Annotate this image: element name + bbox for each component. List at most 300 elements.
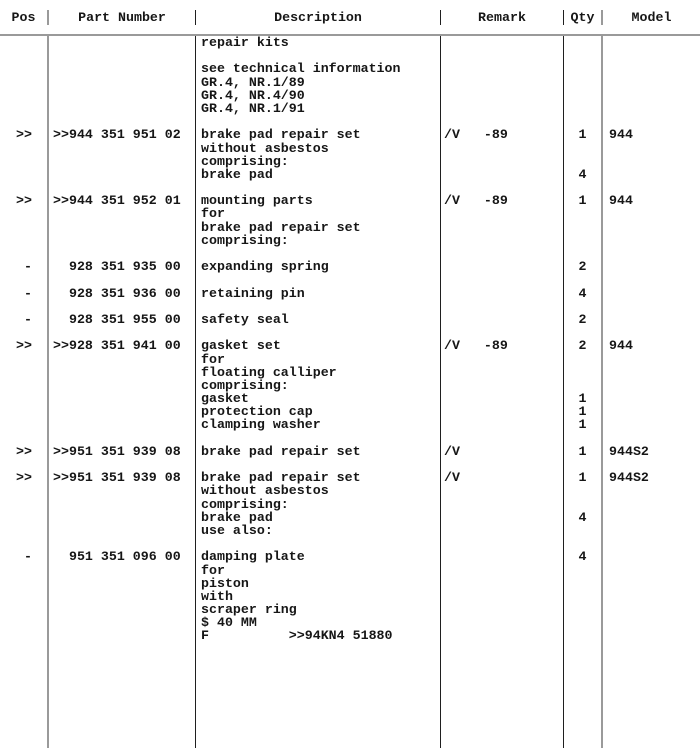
cell-description: comprising: bbox=[195, 379, 440, 392]
table-row bbox=[0, 221, 700, 234]
table-row bbox=[0, 326, 700, 339]
table-row bbox=[0, 36, 700, 49]
table-row bbox=[0, 603, 700, 616]
cell-pos: - bbox=[24, 286, 32, 300]
cell-remark bbox=[440, 89, 563, 102]
cell-description: gasket set bbox=[195, 339, 440, 352]
cell-model bbox=[601, 287, 700, 300]
cell-pos bbox=[0, 247, 47, 260]
cell-description: brake pad repair set bbox=[195, 128, 440, 141]
cell-description bbox=[195, 49, 440, 62]
filler-cell-part-number bbox=[47, 643, 195, 748]
table-row bbox=[0, 484, 700, 497]
table-row bbox=[0, 458, 700, 471]
table-row bbox=[0, 366, 700, 379]
cell-model bbox=[601, 168, 700, 181]
cell-qty bbox=[563, 102, 601, 115]
cell-model bbox=[601, 260, 700, 273]
table-row bbox=[0, 577, 700, 590]
table-row bbox=[0, 62, 700, 75]
table-row bbox=[0, 629, 700, 642]
cell-part-number bbox=[47, 273, 195, 286]
cell-part-number bbox=[47, 590, 195, 603]
cell-pos bbox=[0, 326, 47, 339]
cell-qty: 2 bbox=[563, 260, 601, 273]
cell-part-number bbox=[47, 49, 195, 62]
cell-description: comprising: bbox=[195, 155, 440, 168]
cell-qty bbox=[563, 207, 601, 220]
cell-model: 944 bbox=[601, 339, 700, 352]
cell-description: retaining pin bbox=[195, 287, 440, 300]
cell-remark bbox=[440, 260, 563, 273]
table-row bbox=[0, 168, 700, 181]
table-row bbox=[0, 524, 700, 537]
cell-pos bbox=[0, 564, 47, 577]
cell-remark: /V -89 bbox=[440, 128, 563, 141]
cell-remark: /V -89 bbox=[440, 194, 563, 207]
cell-description bbox=[195, 300, 440, 313]
table-row bbox=[0, 471, 700, 484]
cell-model bbox=[601, 379, 700, 392]
cell-description: for bbox=[195, 207, 440, 220]
cell-remark bbox=[440, 221, 563, 234]
cell-remark bbox=[440, 287, 563, 300]
cell-model bbox=[601, 458, 700, 471]
cell-qty bbox=[563, 62, 601, 75]
cell-model bbox=[601, 524, 700, 537]
cell-model bbox=[601, 498, 700, 511]
table-row bbox=[0, 102, 700, 115]
cell-qty: 4 bbox=[563, 168, 601, 181]
cell-part-number: >>951 351 939 08 bbox=[47, 471, 195, 484]
cell-qty: 1 bbox=[563, 128, 601, 141]
table-header-row bbox=[0, 0, 700, 34]
table-row bbox=[0, 550, 700, 563]
cell-qty bbox=[563, 366, 601, 379]
cell-part-number bbox=[47, 537, 195, 550]
cell-part-number bbox=[47, 300, 195, 313]
cell-model bbox=[601, 366, 700, 379]
cell-pos bbox=[0, 155, 47, 168]
cell-model bbox=[601, 590, 700, 603]
table-row bbox=[0, 537, 700, 550]
cell-part-number bbox=[47, 76, 195, 89]
cell-remark bbox=[440, 577, 563, 590]
cell-remark bbox=[440, 498, 563, 511]
cell-qty bbox=[563, 524, 601, 537]
cell-description bbox=[195, 273, 440, 286]
cell-model bbox=[601, 603, 700, 616]
cell-pos bbox=[0, 300, 47, 313]
cell-qty bbox=[563, 181, 601, 194]
cell-qty: 1 bbox=[563, 392, 601, 405]
cell-part-number bbox=[47, 603, 195, 616]
cell-remark bbox=[440, 142, 563, 155]
cell-part-number bbox=[47, 379, 195, 392]
cell-qty bbox=[563, 498, 601, 511]
cell-description: comprising: bbox=[195, 234, 440, 247]
cell-pos bbox=[0, 89, 47, 102]
table-row bbox=[0, 418, 700, 431]
cell-description: mounting parts bbox=[195, 194, 440, 207]
cell-qty bbox=[563, 432, 601, 445]
cell-pos: >> bbox=[16, 339, 32, 353]
cell-description: GR.4, NR.4/90 bbox=[195, 89, 440, 102]
cell-pos bbox=[0, 168, 47, 181]
cell-description: with bbox=[195, 590, 440, 603]
cell-qty bbox=[563, 379, 601, 392]
cell-description: GR.4, NR.1/89 bbox=[195, 76, 440, 89]
cell-description: without asbestos bbox=[195, 484, 440, 497]
cell-remark bbox=[440, 102, 563, 115]
cell-part-number bbox=[47, 405, 195, 418]
cell-model bbox=[601, 142, 700, 155]
cell-remark bbox=[440, 629, 563, 642]
cell-description: safety seal bbox=[195, 313, 440, 326]
cell-part-number bbox=[47, 168, 195, 181]
cell-qty: 2 bbox=[563, 339, 601, 352]
cell-remark bbox=[440, 247, 563, 260]
table-row bbox=[0, 616, 700, 629]
cell-qty bbox=[563, 234, 601, 247]
cell-remark bbox=[440, 603, 563, 616]
cell-model bbox=[601, 49, 700, 62]
cell-description: brake pad repair set bbox=[195, 221, 440, 234]
cell-pos bbox=[0, 405, 47, 418]
cell-part-number bbox=[47, 247, 195, 260]
cell-model bbox=[601, 432, 700, 445]
cell-part-number bbox=[47, 155, 195, 168]
cell-remark bbox=[440, 432, 563, 445]
table-row bbox=[0, 273, 700, 286]
cell-part-number bbox=[47, 62, 195, 75]
cell-part-number bbox=[47, 432, 195, 445]
cell-pos bbox=[0, 590, 47, 603]
cell-remark bbox=[440, 511, 563, 524]
cell-part-number bbox=[47, 564, 195, 577]
cell-model bbox=[601, 36, 700, 49]
cell-pos bbox=[0, 432, 47, 445]
cell-description: brake pad repair set bbox=[195, 445, 440, 458]
cell-description: scraper ring bbox=[195, 603, 440, 616]
table-row bbox=[0, 432, 700, 445]
table-row bbox=[0, 128, 700, 141]
cell-remark bbox=[440, 484, 563, 497]
cell-remark bbox=[440, 550, 563, 563]
cell-qty bbox=[563, 353, 601, 366]
cell-remark bbox=[440, 353, 563, 366]
filler-cell-qty bbox=[563, 643, 601, 748]
column-header-pos: Pos bbox=[11, 9, 36, 25]
cell-remark bbox=[440, 616, 563, 629]
cell-qty: 4 bbox=[563, 287, 601, 300]
cell-description: comprising: bbox=[195, 498, 440, 511]
cell-model bbox=[601, 313, 700, 326]
cell-remark bbox=[440, 590, 563, 603]
cell-qty bbox=[563, 115, 601, 128]
cell-pos bbox=[0, 392, 47, 405]
cell-model bbox=[601, 102, 700, 115]
cell-qty: 2 bbox=[563, 313, 601, 326]
cell-model bbox=[601, 511, 700, 524]
cell-model: 944 bbox=[601, 128, 700, 141]
cell-description: clamping washer bbox=[195, 418, 440, 431]
cell-remark bbox=[440, 418, 563, 431]
cell-pos bbox=[0, 36, 47, 49]
cell-pos bbox=[0, 498, 47, 511]
table-row bbox=[0, 339, 700, 352]
cell-remark bbox=[440, 49, 563, 62]
column-header-qty: Qty bbox=[563, 10, 601, 25]
cell-qty bbox=[563, 326, 601, 339]
cell-pos bbox=[0, 524, 47, 537]
cell-remark bbox=[440, 76, 563, 89]
cell-description: brake pad repair set bbox=[195, 471, 440, 484]
cell-part-number bbox=[47, 221, 195, 234]
cell-description: for bbox=[195, 564, 440, 577]
column-header-description: Description bbox=[195, 10, 440, 25]
cell-remark bbox=[440, 564, 563, 577]
table-body bbox=[0, 36, 700, 643]
cell-qty: 1 bbox=[563, 445, 601, 458]
cell-pos bbox=[0, 115, 47, 128]
cell-part-number bbox=[47, 511, 195, 524]
cell-qty bbox=[563, 49, 601, 62]
cell-description: protection cap bbox=[195, 405, 440, 418]
cell-pos bbox=[0, 537, 47, 550]
cell-model bbox=[601, 392, 700, 405]
cell-qty bbox=[563, 76, 601, 89]
cell-remark bbox=[440, 36, 563, 49]
cell-remark bbox=[440, 313, 563, 326]
cell-description bbox=[195, 432, 440, 445]
cell-pos: >> bbox=[16, 128, 32, 142]
cell-part-number bbox=[47, 326, 195, 339]
cell-model bbox=[601, 353, 700, 366]
cell-part-number bbox=[47, 418, 195, 431]
cell-model bbox=[601, 115, 700, 128]
table-filler-row bbox=[0, 643, 700, 748]
cell-model bbox=[601, 550, 700, 563]
cell-remark: /V -89 bbox=[440, 339, 563, 352]
cell-pos bbox=[0, 366, 47, 379]
cell-part-number: 928 351 936 00 bbox=[47, 287, 195, 300]
cell-model bbox=[601, 577, 700, 590]
table-row bbox=[0, 76, 700, 89]
cell-qty bbox=[563, 89, 601, 102]
cell-pos bbox=[0, 629, 47, 642]
cell-part-number: >>928 351 941 00 bbox=[47, 339, 195, 352]
cell-description: $ 40 MM bbox=[195, 616, 440, 629]
cell-part-number bbox=[47, 142, 195, 155]
cell-description: brake pad bbox=[195, 168, 440, 181]
cell-model bbox=[601, 62, 700, 75]
cell-part-number bbox=[47, 115, 195, 128]
cell-part-number bbox=[47, 484, 195, 497]
cell-pos bbox=[0, 379, 47, 392]
table-row bbox=[0, 142, 700, 155]
table-row bbox=[0, 194, 700, 207]
cell-model bbox=[601, 629, 700, 642]
cell-model bbox=[601, 181, 700, 194]
cell-model bbox=[601, 616, 700, 629]
cell-part-number bbox=[47, 577, 195, 590]
cell-qty: 4 bbox=[563, 511, 601, 524]
cell-model bbox=[601, 326, 700, 339]
cell-description bbox=[195, 326, 440, 339]
cell-model bbox=[601, 537, 700, 550]
cell-qty bbox=[563, 458, 601, 471]
table-row bbox=[0, 353, 700, 366]
cell-model bbox=[601, 89, 700, 102]
cell-description: use also: bbox=[195, 524, 440, 537]
cell-pos bbox=[0, 603, 47, 616]
cell-pos: >> bbox=[16, 444, 32, 458]
cell-description: F >>94KN4 51880 bbox=[195, 629, 440, 642]
cell-qty: 4 bbox=[563, 550, 601, 563]
cell-remark bbox=[440, 207, 563, 220]
cell-remark bbox=[440, 300, 563, 313]
cell-model bbox=[601, 234, 700, 247]
cell-description: damping plate bbox=[195, 550, 440, 563]
cell-description: GR.4, NR.1/91 bbox=[195, 102, 440, 115]
cell-pos bbox=[0, 62, 47, 75]
cell-model bbox=[601, 221, 700, 234]
cell-pos bbox=[0, 418, 47, 431]
cell-description: floating calliper bbox=[195, 366, 440, 379]
table-row bbox=[0, 49, 700, 62]
cell-part-number bbox=[47, 629, 195, 642]
cell-part-number bbox=[47, 234, 195, 247]
cell-pos: - bbox=[24, 260, 32, 274]
table-row bbox=[0, 247, 700, 260]
cell-model bbox=[601, 418, 700, 431]
cell-description bbox=[195, 247, 440, 260]
table-row bbox=[0, 207, 700, 220]
cell-part-number bbox=[47, 89, 195, 102]
cell-model bbox=[601, 273, 700, 286]
cell-part-number bbox=[47, 102, 195, 115]
cell-description bbox=[195, 115, 440, 128]
cell-remark bbox=[440, 379, 563, 392]
cell-description: expanding spring bbox=[195, 260, 440, 273]
table-row bbox=[0, 89, 700, 102]
cell-remark bbox=[440, 524, 563, 537]
cell-qty bbox=[563, 221, 601, 234]
cell-part-number: >>944 351 951 02 bbox=[47, 128, 195, 141]
table-row bbox=[0, 392, 700, 405]
table-row bbox=[0, 115, 700, 128]
cell-qty: 1 bbox=[563, 471, 601, 484]
cell-model bbox=[601, 76, 700, 89]
cell-remark bbox=[440, 392, 563, 405]
cell-part-number: >>944 351 952 01 bbox=[47, 194, 195, 207]
cell-model bbox=[601, 247, 700, 260]
cell-pos bbox=[0, 511, 47, 524]
cell-qty bbox=[563, 300, 601, 313]
cell-part-number: 928 351 955 00 bbox=[47, 313, 195, 326]
cell-remark bbox=[440, 115, 563, 128]
cell-part-number bbox=[47, 181, 195, 194]
cell-model: 944S2 bbox=[601, 445, 700, 458]
table-row bbox=[0, 564, 700, 577]
cell-model: 944S2 bbox=[601, 471, 700, 484]
cell-description: see technical information bbox=[195, 62, 440, 75]
filler-cell-model bbox=[601, 643, 700, 748]
cell-part-number: 951 351 096 00 bbox=[47, 550, 195, 563]
cell-description: brake pad bbox=[195, 511, 440, 524]
cell-qty bbox=[563, 590, 601, 603]
cell-pos bbox=[0, 207, 47, 220]
cell-remark bbox=[440, 155, 563, 168]
cell-model: 944 bbox=[601, 194, 700, 207]
cell-remark bbox=[440, 168, 563, 181]
cell-part-number bbox=[47, 207, 195, 220]
cell-remark bbox=[440, 366, 563, 379]
table-row bbox=[0, 300, 700, 313]
cell-qty bbox=[563, 537, 601, 550]
cell-part-number bbox=[47, 366, 195, 379]
cell-pos bbox=[0, 234, 47, 247]
cell-remark bbox=[440, 458, 563, 471]
cell-qty bbox=[563, 616, 601, 629]
column-header-part-number: Part Number bbox=[47, 10, 195, 25]
cell-pos: >> bbox=[16, 194, 32, 208]
cell-pos bbox=[0, 353, 47, 366]
cell-description: repair kits bbox=[195, 36, 440, 49]
table-row bbox=[0, 590, 700, 603]
cell-pos bbox=[0, 181, 47, 194]
cell-description bbox=[195, 181, 440, 194]
cell-remark bbox=[440, 62, 563, 75]
cell-remark bbox=[440, 234, 563, 247]
cell-remark bbox=[440, 326, 563, 339]
cell-remark: /V bbox=[440, 445, 563, 458]
cell-qty: 1 bbox=[563, 418, 601, 431]
cell-part-number bbox=[47, 353, 195, 366]
filler-cell-pos bbox=[0, 643, 47, 748]
cell-qty bbox=[563, 142, 601, 155]
cell-pos bbox=[0, 616, 47, 629]
cell-qty bbox=[563, 247, 601, 260]
cell-part-number bbox=[47, 524, 195, 537]
cell-qty bbox=[563, 273, 601, 286]
cell-remark bbox=[440, 273, 563, 286]
table-row bbox=[0, 260, 700, 273]
cell-remark bbox=[440, 537, 563, 550]
cell-qty bbox=[563, 603, 601, 616]
cell-pos bbox=[0, 102, 47, 115]
cell-pos bbox=[0, 142, 47, 155]
table-row bbox=[0, 181, 700, 194]
table-row bbox=[0, 511, 700, 524]
filler-cell-description bbox=[195, 643, 440, 748]
table-row bbox=[0, 287, 700, 300]
cell-remark bbox=[440, 181, 563, 194]
cell-part-number bbox=[47, 392, 195, 405]
cell-part-number bbox=[47, 616, 195, 629]
cell-model bbox=[601, 300, 700, 313]
cell-pos bbox=[0, 577, 47, 590]
table-row bbox=[0, 313, 700, 326]
cell-pos bbox=[0, 49, 47, 62]
cell-pos bbox=[0, 221, 47, 234]
cell-description: for bbox=[195, 353, 440, 366]
cell-part-number bbox=[47, 498, 195, 511]
cell-pos bbox=[0, 458, 47, 471]
table-row bbox=[0, 155, 700, 168]
cell-remark: /V bbox=[440, 471, 563, 484]
